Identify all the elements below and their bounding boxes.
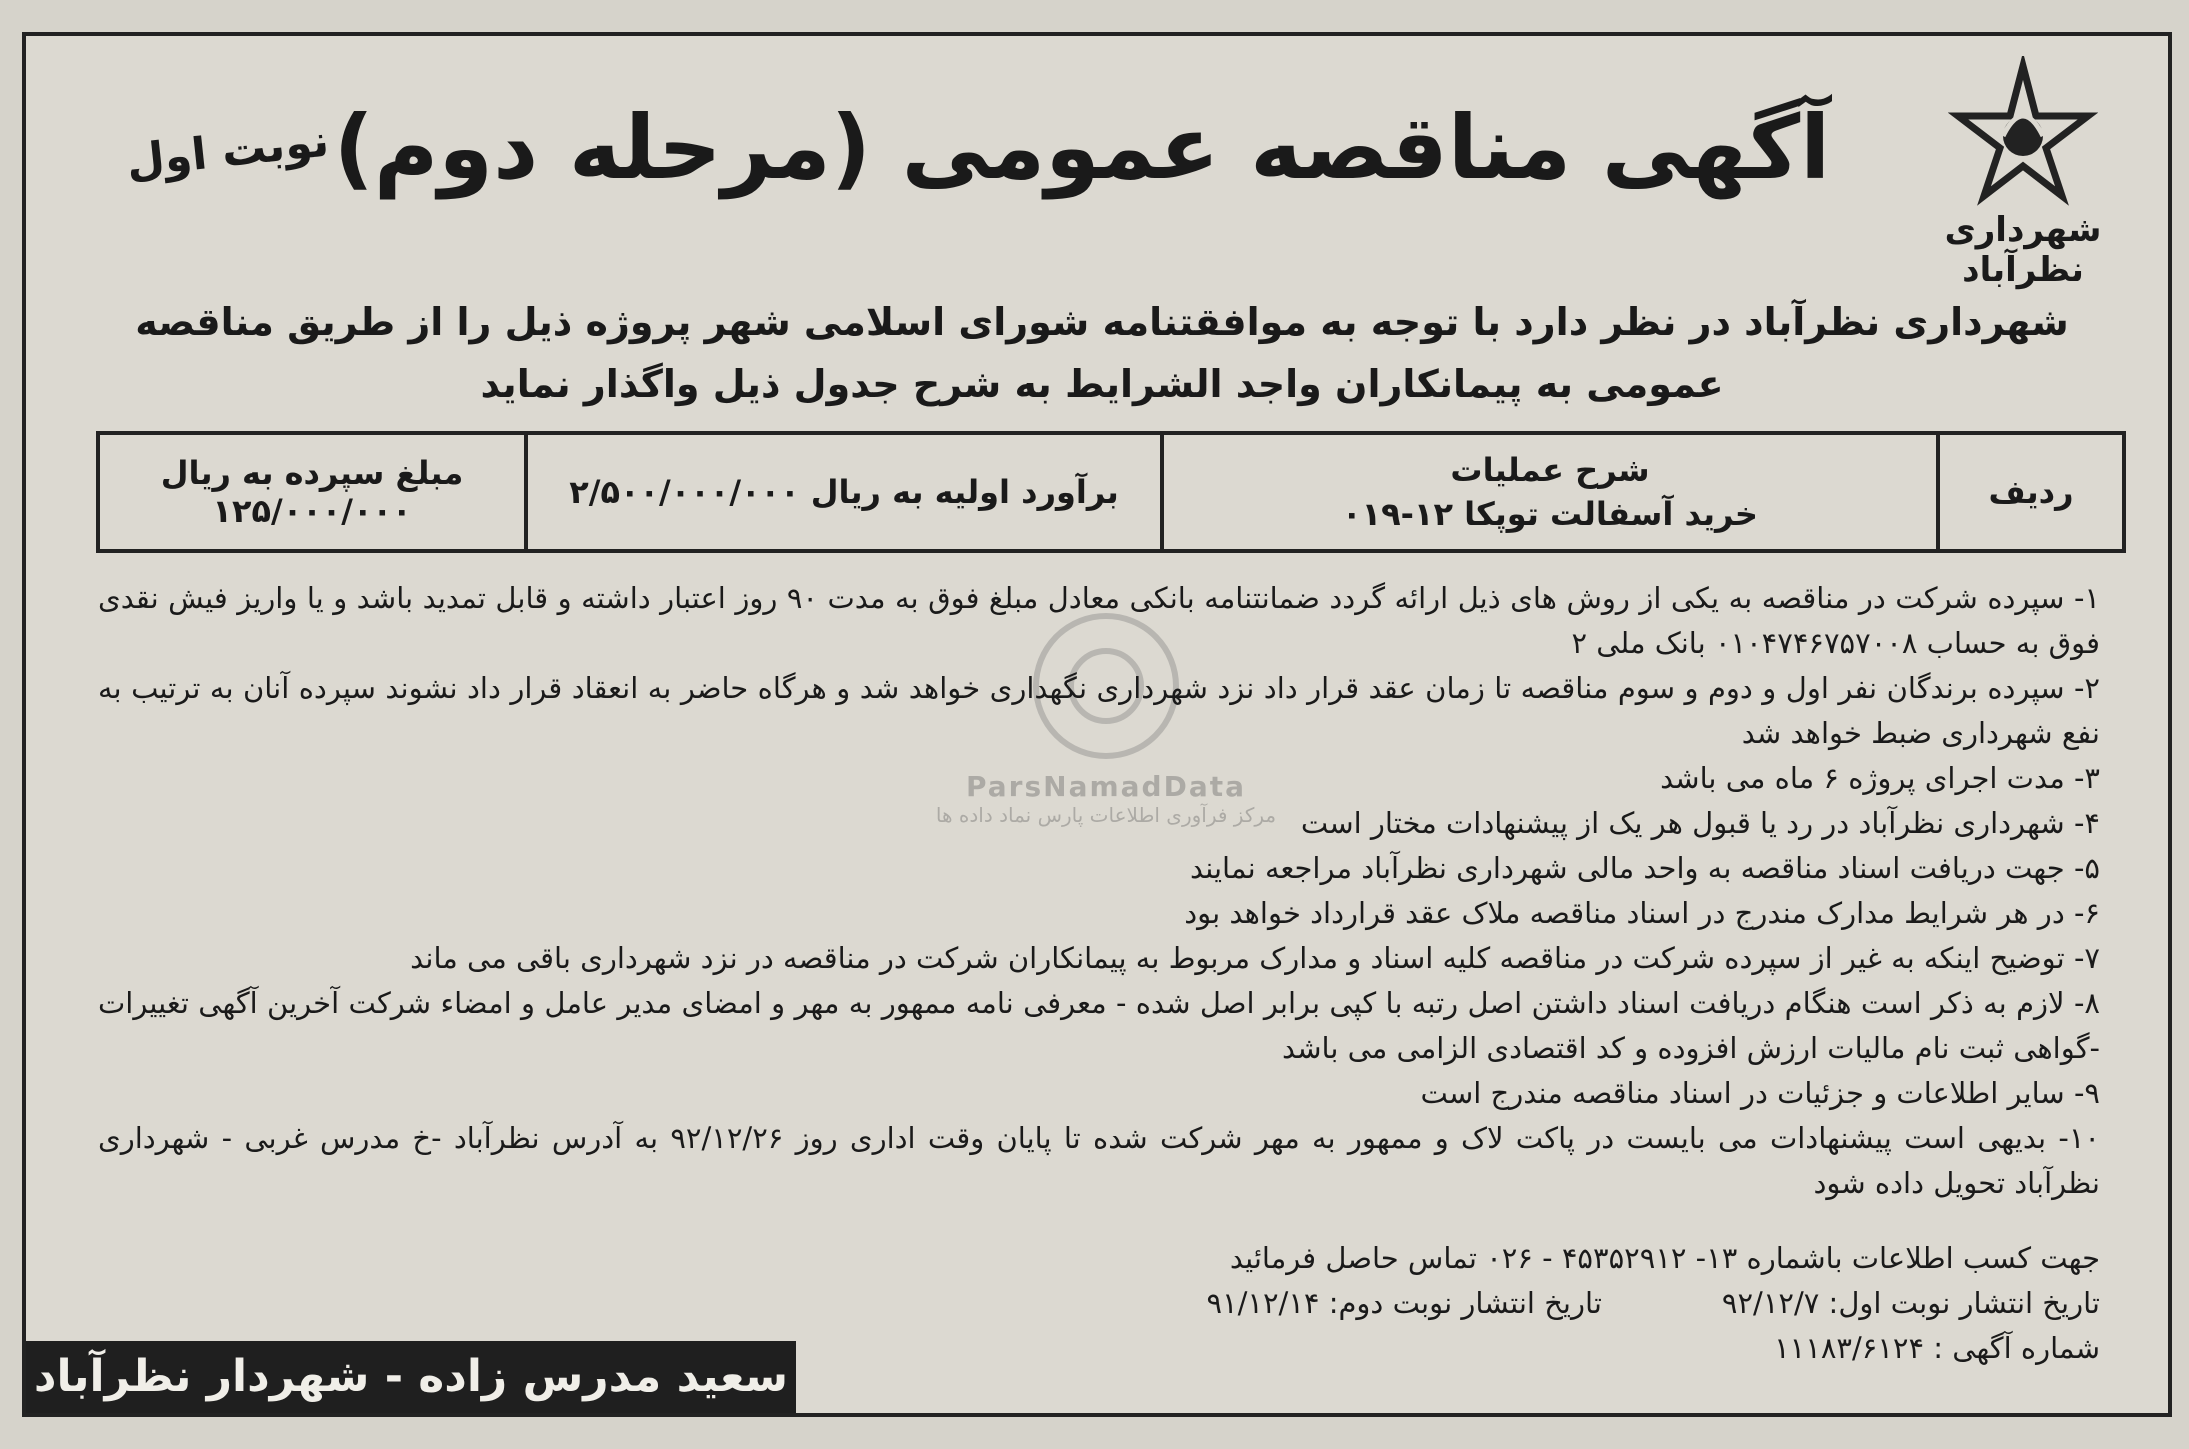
conditions-list (98, 576, 2100, 1206)
ad-number: شماره آگهی : ۱۱۱۸۳/۶۱۲۴ (1774, 1331, 2100, 1365)
publication-dates (98, 1281, 2100, 1326)
intro-paragraph: شهرداری نظرآباد در نظر دارد با توجه به موافقتنامه شورای اسلامی شهر پروژه ذیل را از طریق مناقصه عمومی به پیمانکاران واجد الشرایط به شرح جدول ذیل واگذار نماید (135, 300, 2069, 406)
tender-table (96, 431, 2126, 553)
condition-item: ۲- سپرده برندگان نفر اول و دوم و سوم مناقصه تا زمان عقد قرار داد نزد شهرداری نگهداری خواهد شد و هرگاه حاضر به انعقاد قرار داد نشوند سپرده آنان به ترتیب به نفع شهرداری ضبط خواهد شد (98, 671, 2100, 750)
condition-item: ۶- در هر شرایط مدارک مندرج در اسناد مناقصه ملاک عقد قرارداد خواهد بود (1184, 896, 2100, 930)
description-value: خرید آسفالت توپکا ۱۲-۰۱۹ (1342, 495, 1758, 533)
condition-item: ۳- مدت اجرای پروژه ۶ ماه می باشد (1660, 761, 2100, 795)
condition-item: ۴- شهرداری نظرآباد در رد یا قبول هر یک از پیشنهادات مختار است (1300, 806, 2100, 840)
condition-item: ۸- لازم به ذکر است هنگام دریافت اسناد داشتن اصل رتبه با کپی برابر اصل شده - معرفی نامه ممهور به مهر و امضای مدیر عامل و امضاء شرکت آخرین آگهی تغییرات -گواهی ثبت نام مالیات ارزش افزوده و کد اقتصادی الزامی می باشد (98, 986, 2100, 1065)
table-row (98, 433, 2124, 551)
condition-item: ۵- جهت دریافت اسناد مناقصه به واحد مالی شهرداری نظرآباد مراجعه نمایند (1190, 851, 2100, 885)
description-title: شرح عملیات (1450, 451, 1650, 489)
condition-item: ۹- سایر اطلاعات و جزئیات در اسناد مناقصه مندرج است (1420, 1076, 2100, 1110)
estimate-cell: برآورد اولیه به ریال ۲/۵۰۰/۰۰۰/۰۰۰ (526, 433, 1162, 551)
emblem-icon (1948, 56, 2098, 206)
notice-header (26, 36, 2168, 290)
contact-line: جهت کسب اطلاعات باشماره ۱۳- ۴۵۳۵۲۹۱۲ - ۰۲۶ تماس حاصل فرمائید (1229, 1241, 2100, 1275)
municipality-logo (1933, 56, 2113, 290)
logo-caption: شهرداری نظرآباد (1944, 210, 2102, 290)
condition-item: ۱- سپرده شرکت در مناقصه به یکی از روش های ذیل ارائه گردد ضمانتنامه بانکی معادل مبلغ فوق به مدت ۹۰ روز اعتبار داشته و قابل تمدید باشد و یا واریز فیش نقدی فوق به حساب ۰۱۰۴۷۴۶۷۵۷۰۰۸ بانک ملی ۲ (98, 581, 2100, 660)
condition-item: ۱۰- بدیهی است پیشنهادات می بایست در پاکت لاک و ممهور به مهر شرکت شده تا پایان وقت اداری روز ۹۲/۱۲/۲۶ به آدرس نظرآباد -خ مدرس غربی - شهرداری نظرآباد تحویل داده شود (98, 1121, 2100, 1200)
notice-page (22, 32, 2172, 1417)
watermark-subtext: مرکز فرآوری اطلاعات پارس نماد داده ها (935, 803, 1277, 827)
first-publication-date: تاریخ انتشار نوبت اول: ۹۲/۱۲/۷ (1721, 1286, 2100, 1320)
watermark-text: ParsNamadData (966, 770, 1246, 803)
description-cell (1162, 433, 1938, 551)
deposit-cell: مبلغ سپرده به ریال ۱۲۵/۰۰۰/۰۰۰ (98, 433, 526, 551)
notice-title: آگهی مناقصه عمومی (مرحله دوم) (333, 96, 1831, 199)
condition-item: ۷- توضیح اینکه به غیر از سپرده شرکت در مناقصه کلیه اسناد و مدارک مربوط به پیمانکاران شرکت در مناقصه در نزد شهرداری باقی می ماند (410, 941, 2100, 975)
round-badge: نوبت اول (123, 115, 332, 188)
signature-box: سعید مدرس زاده - شهردار نظرآباد (26, 1341, 796, 1413)
row-label-cell: ردیف (1938, 433, 2124, 551)
second-publication-date: تاریخ انتشار نوبت دوم: ۹۱/۱۲/۱۴ (1206, 1286, 1602, 1320)
